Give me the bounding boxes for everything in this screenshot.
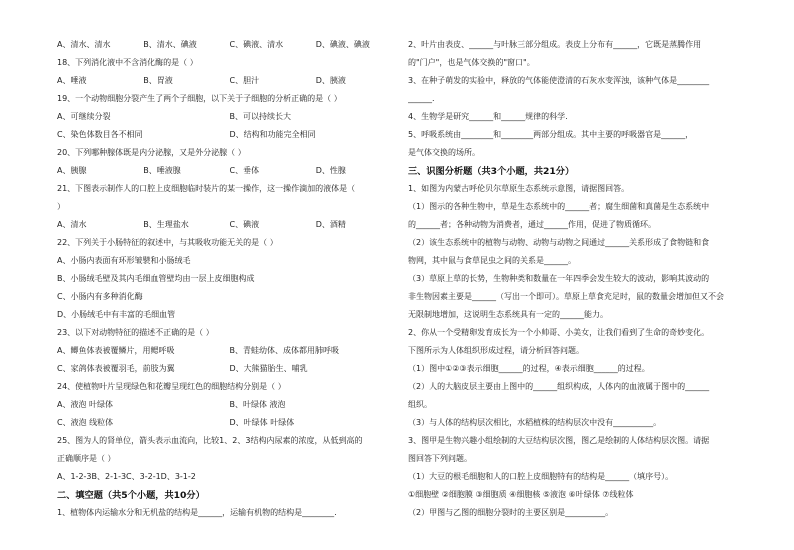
q18-option-c: C、胆汁 — [229, 76, 260, 85]
q25-options: A、1-2-3B、2-1-3C、3-2-1D、3-1-2 — [57, 472, 196, 481]
analysis-q1-2-cont: 物网，其中鼠与食草昆虫之间的关系是______。 — [408, 256, 576, 265]
section-2-heading: 二、填空题（共5个小题，共10分） — [57, 490, 205, 501]
q18-option-b: B、胃液 — [143, 76, 173, 85]
q23-option-c: C、家鸽体表被覆羽毛，前肢为翼 — [57, 364, 175, 373]
q22-option-b: B、小肠绒毛壁及其内毛细血管壁均由一层上皮细胞构成 — [57, 274, 255, 283]
q18-option-a: A、唾液 — [57, 76, 87, 85]
q17-option-c: C、碘液、清水 — [229, 40, 284, 49]
analysis-q1-3: （3）草原上草的长势，生物种类和数量在一年四季会发生较大的波动，影响其波动的 — [408, 274, 710, 283]
q23-options-cd — [57, 364, 402, 382]
q25-stem-cont: 正确顺序是（ ） — [57, 454, 116, 463]
analysis-q1-2: （2）该生态系统中的植物与动物、动物与动物之间通过______关系形成了食物链和食 — [408, 238, 710, 247]
q18-stem: 18、下列消化液中不含消化酶的是（ ） — [57, 58, 198, 67]
q24-options-cd — [57, 418, 402, 436]
section-3-heading: 三、识图分析题（共3个小题，共21分） — [408, 166, 575, 177]
q20-stem: 20、下列哪种腺体既是内分泌腺，又是外分泌腺（ ） — [57, 148, 246, 157]
q23-option-b: B、青蛙幼体、成体都用肺呼吸 — [229, 346, 339, 355]
fill-q2-cont: 的"门户"，也是气体交换的"窗口"。 — [408, 58, 535, 67]
analysis-q2-cont: 下图所示为人体组织形成过程，请分析回答问题。 — [408, 346, 584, 355]
fill-q5: 5、呼吸系统由________和________两部分组成。其中主要的呼吸器官是______， — [408, 130, 694, 139]
q19-option-d: D、结构和功能完全相同 — [229, 130, 316, 139]
q21-option-a: A、清水 — [57, 220, 87, 229]
q21-stem: 21、下图表示制作人的口腔上皮细胞临时装片的某一操作，这一操作滴加的液体是（ — [57, 184, 356, 193]
q22-option-a: A、小肠内表面有环形皱襞和小肠绒毛 — [57, 256, 191, 265]
q23-stem: 23、以下对动物特征的描述不正确的是（ ） — [57, 328, 214, 337]
right-column — [408, 40, 748, 526]
analysis-q2-1: （1）图中①②③表示细胞______的过程，④表示细胞______的过程。 — [408, 364, 650, 373]
fill-q3: 3、在种子萌发的实验中，释放的气体能使澄清的石灰水变浑浊，该种气体是________ — [408, 76, 710, 85]
q19-option-b: B、可以持续长大 — [229, 112, 291, 121]
fill-q5-cont: 是气体交换的场所。 — [408, 148, 480, 157]
q24-option-b: B、叶绿体 液泡 — [229, 400, 286, 409]
analysis-q3-1: （1）大豆的根毛细胞和人的口腔上皮细胞特有的结构是______（填序号）。 — [408, 472, 674, 481]
q20-option-c: C、垂体 — [229, 166, 260, 175]
q21-option-d: D、酒精 — [315, 220, 346, 229]
analysis-q3-1-options: ①细胞壁 ②细胞膜 ③细胞质 ④细胞核 ⑤液泡 ⑥叶绿体 ⑦线粒体 — [408, 490, 634, 499]
q17-options — [57, 40, 402, 58]
q24-stem: 24、使植物叶片呈现绿色和花瓣呈现红色的细胞结构分别是（ ） — [57, 382, 286, 391]
q19-options-cd — [57, 130, 402, 148]
analysis-q1-1-cont: 的______者；各种动物为消费者，通过______作用，促进了物质循环。 — [408, 220, 656, 229]
q20-option-b: B、唾液腺 — [143, 166, 181, 175]
fill-q1: 1、植物体内运输水分和无机盐的结构是______，运输有机物的结构是________. — [57, 508, 337, 517]
analysis-q1-1: （1）图示的各种生物中，草是生态系统中的______者；腐生细菌和真菌是生态系统中 — [408, 202, 710, 211]
q23-option-d: D、大熊猫胎生、哺乳 — [229, 364, 308, 373]
analysis-q1-3-cont2: 无限制地增加，这说明生态系统具有一定的______能力。 — [408, 310, 608, 319]
fill-q4: 4、生物学是研究______和______规律的科学. — [408, 112, 568, 121]
analysis-q2-3: （3）与人体的结构层次相比，水稻植株的结构层次中没有__________。 — [408, 418, 662, 427]
q17-option-d: D、碘液、碘液 — [315, 40, 370, 49]
q17-option-b: B、清水、碘液 — [143, 40, 197, 49]
analysis-q3-2: （2）甲图与乙图的细胞分裂时的主要区别是__________。 — [408, 508, 614, 517]
analysis-q3: 3、图甲是生物兴趣小组绘制的大豆结构层次图，图乙是绘制的人体结构层次图。请据 — [408, 436, 710, 445]
q24-option-c: C、液泡 线粒体 — [57, 418, 114, 427]
q17-option-a: A、清水、清水 — [57, 40, 111, 49]
q22-stem: 22、下列关于小肠特征的叙述中，与其吸收功能无关的是（ ） — [57, 238, 278, 247]
analysis-q2: 2、你从一个受精卵发育成长为一个小帅哥、小美女，让我们看到了生命的奇妙变化。 — [408, 328, 710, 337]
q24-option-d: D、叶绿体 叶绿体 — [229, 418, 295, 427]
q25-stem: 25、图为人的肾单位，箭头表示血流向，比较1、2、3结构内尿素的浓度，从低到高的 — [57, 436, 363, 445]
analysis-q1-3-cont: 非生物因素主要是______（写出一个即可）。草原上草食充足时，鼠的数量会增加但又不会 — [408, 292, 724, 301]
q19-option-c: C、染色体数目各不相同 — [57, 130, 143, 139]
q21-option-b: B、生理盐水 — [143, 220, 189, 229]
q21-stem-end: ） — [57, 202, 65, 211]
q23-option-a: A、鲫鱼体表被覆鳞片，用鳃呼吸 — [57, 346, 175, 355]
q23-options-ab — [57, 346, 402, 364]
q21-options — [57, 220, 402, 238]
q24-options-ab — [57, 400, 402, 418]
analysis-q3-cont: 图回答下列问题。 — [408, 454, 472, 463]
q20-option-d: D、性腺 — [315, 166, 346, 175]
left-column — [57, 40, 402, 526]
analysis-q2-2: （2）人的大脑皮层主要由上图中的______组织构成，人体内的血液属于图中的______ — [408, 382, 710, 391]
q22-option-d: D、小肠绒毛中有丰富的毛细血管 — [57, 310, 176, 319]
q18-option-d: D、胰液 — [315, 76, 346, 85]
q24-option-a: A、液泡 叶绿体 — [57, 400, 114, 409]
q18-options — [57, 76, 402, 94]
analysis-q1: 1、如图为内蒙古呼伦贝尔草原生态系统示意图，请据图回答。 — [408, 184, 630, 193]
q19-stem: 19、一个动物细胞分裂产生了两个子细胞，以下关于子细胞的分析正确的是（ ） — [57, 94, 342, 103]
q19-option-a: A、可继续分裂 — [57, 112, 111, 121]
analysis-q2-2-cont: 组织。 — [408, 400, 432, 409]
q19-options-ab — [57, 112, 402, 130]
q20-options — [57, 166, 402, 184]
q22-option-c: C、小肠内有多种消化酶 — [57, 292, 143, 301]
q21-option-c: C、碘液 — [229, 220, 260, 229]
fill-q3-cont: ______. — [408, 94, 435, 103]
q20-option-a: A、胰腺 — [57, 166, 87, 175]
fill-q2: 2、叶片由表皮、______与叶脉三部分组成。表皮上分布有______，它既是蒸腾作用 — [408, 40, 702, 49]
